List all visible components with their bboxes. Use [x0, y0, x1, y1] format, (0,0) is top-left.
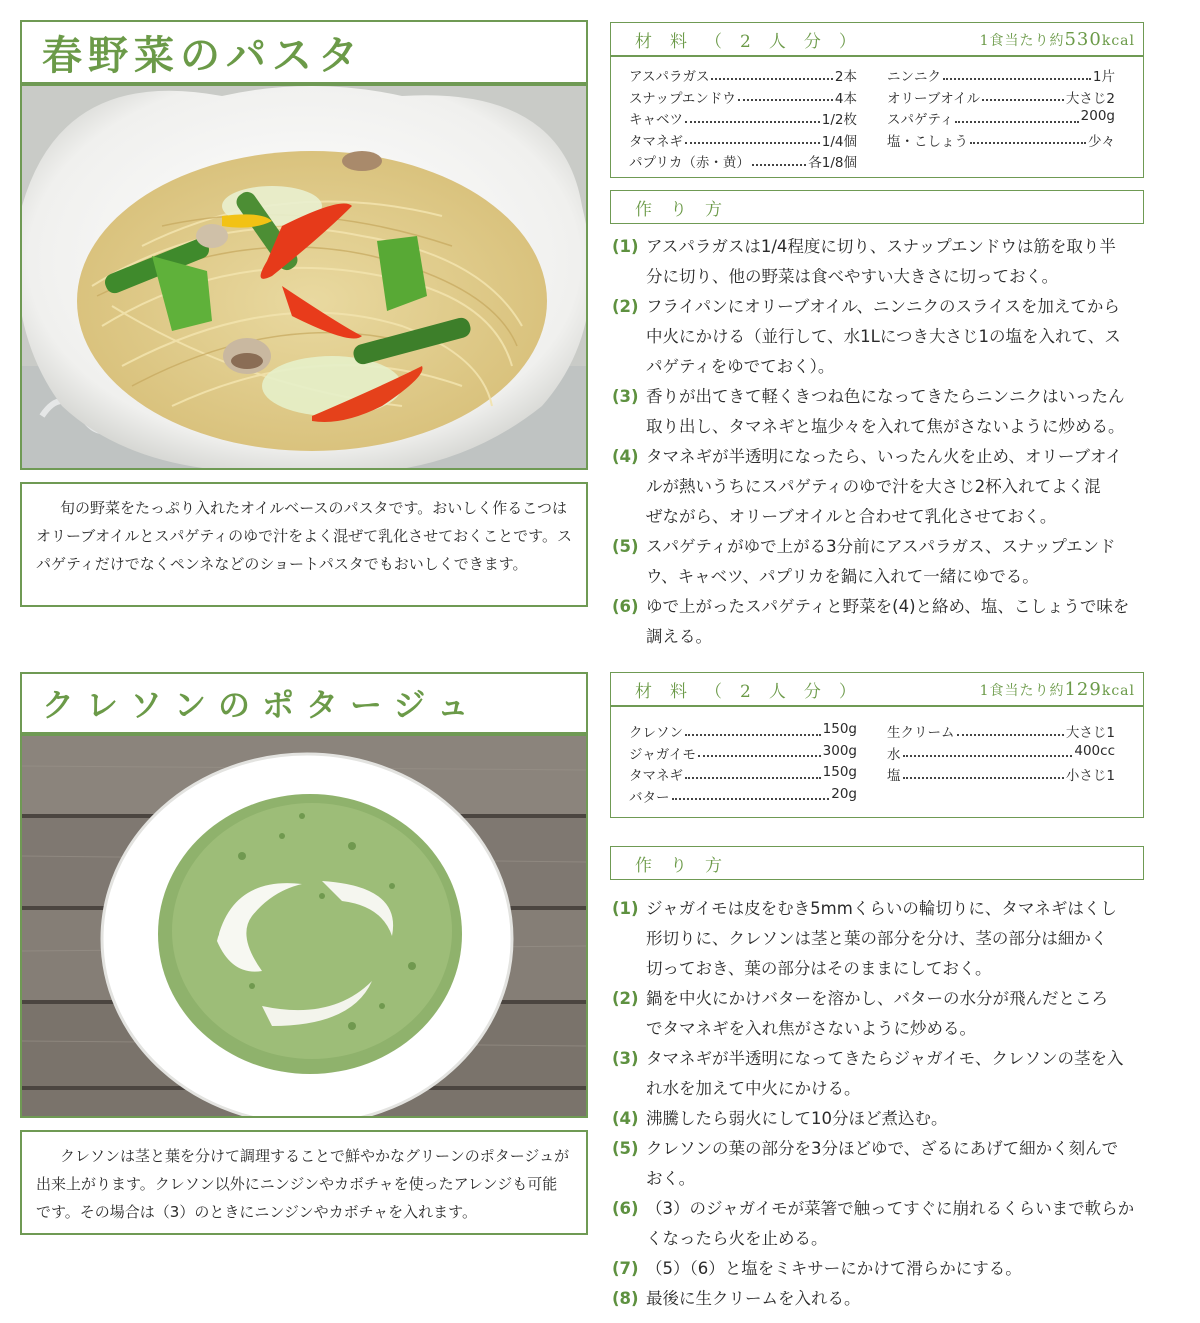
- recipe1-ingredients-header: [610, 22, 1144, 56]
- recipe2-ingredients-label: 材料（2人分）: [635, 681, 874, 702]
- ingredient-row: 塩 小さじ1: [887, 764, 1115, 786]
- ingredient-row: スパゲティ 200g: [887, 108, 1115, 128]
- recipe2-ingredients-left: [629, 721, 857, 807]
- recipe-step: (1) アスパラガスは1/4程度に切り、スナップエンドウは筋を取り半 分に切り、他の野菜は食べやすい大きさに切っておく。: [612, 237, 1116, 286]
- recipe2-description-box: [20, 1130, 588, 1235]
- recipe-step: (3) タマネギが半透明になってきたらジャガイモ、クレソンの茎を入 れ水を加えて中火にかける。: [612, 1049, 1124, 1098]
- pasta-dish-image: [22, 86, 588, 470]
- recipe1-steps: [612, 232, 1152, 652]
- recipe2-method-header: [610, 846, 1144, 880]
- recipe1-kcal: 1食当たり約530kcal: [979, 28, 1135, 50]
- ingredient-row: タマネギ 1/4個: [629, 130, 857, 152]
- recipe-step: (5) スパゲティがゆで上がる3分前にアスパラガス、スナップエンド ウ、キャベツ、パプリカを鍋に入れて一緒にゆでる。: [612, 537, 1116, 586]
- recipe-step: (6) （3）のジャガイモが菜箸で触ってすぐに崩れるくらいまで軟らか くなったら火を止める。: [612, 1199, 1135, 1248]
- recipe1-description: 旬の野菜をたっぷり入れたオイルベースのパスタです。おいしく作るこつはオリーブオイルとスパゲティのゆで汁をよく混ぜて乳化させておくことです。スパゲティだけでなくペンネなどのショートパスタでもおいしくできます。: [36, 499, 572, 573]
- recipe1-ingredients-label: 材料（2人分）: [635, 31, 874, 52]
- recipe-step: (2) 鍋を中火にかけバターを溶かし、バターの水分が飛んだところ でタマネギを入れ焦がさないように炒める。: [612, 989, 1108, 1038]
- recipe2-title-box: [20, 672, 588, 734]
- ingredient-row: キャベツ 1/2枚: [629, 108, 857, 130]
- ingredient-row: タマネギ 150g: [629, 764, 857, 784]
- ingredient-row: パプリカ（赤・黄） 各1/8個: [629, 151, 857, 173]
- recipe1-ingredients-right: [887, 65, 1115, 151]
- recipe1-title: 春野菜のパスタ: [42, 31, 364, 79]
- recipe1-method-header: [610, 190, 1144, 224]
- recipe-step: (6) ゆで上がったスパゲティと野菜を(4)と絡め、塩、こしょうで味を 調える。: [612, 597, 1130, 646]
- recipe-step: (8) 最後に生クリームを入れる。: [612, 1289, 861, 1308]
- recipe-step: (7) （5）（6）と塩をミキサーにかけて滑らかにする。: [612, 1259, 1022, 1278]
- recipe2-ingredients-header: [610, 672, 1144, 706]
- recipe-step: (4) タマネギが半透明になったら、いったん火を止め、オリーブオイ ルが熱いうちにスパゲティのゆで汁を大さじ2杯入れてよく混 ぜながら、オリーブオイルと合わせて乳化させておく。: [612, 447, 1123, 526]
- ingredient-row: スナップエンドウ 4本: [629, 87, 857, 109]
- recipe2-title: クレソンのポタージュ: [42, 686, 481, 724]
- recipe1-ingredients-left: [629, 65, 857, 173]
- recipe1-ingredients-box: [610, 56, 1144, 178]
- soup-bowl-image: [22, 736, 588, 1118]
- ingredient-row: ジャガイモ 300g: [629, 742, 857, 763]
- recipe2-kcal: 1食当たり約129kcal: [979, 678, 1135, 700]
- ingredient-row: バター 20g: [629, 785, 857, 806]
- recipe1-description-box: [20, 482, 588, 607]
- recipe2-method-label: 作り方: [635, 855, 740, 876]
- ingredient-row: クレソン 150g: [629, 721, 857, 741]
- ingredient-row: 水 400cc: [887, 742, 1115, 763]
- ingredient-row: アスパラガス 2本: [629, 65, 857, 87]
- ingredient-row: 塩・こしょう 少々: [887, 130, 1115, 152]
- recipe-step: (4) 沸騰したら弱火にして10分ほど煮込む。: [612, 1109, 948, 1128]
- recipe2-photo: [20, 734, 588, 1118]
- ingredient-row: ニンニク 1片: [887, 65, 1115, 87]
- recipe2-steps: [612, 894, 1152, 1314]
- recipe2-ingredients-right: [887, 721, 1115, 786]
- recipe-step: (3) 香りが出てきて軽くきつね色になってきたらニンニクはいったん 取り出し、タマネギと塩少々を入れて焦がさないように炒める。: [612, 387, 1125, 436]
- recipe-step: (2) フライパンにオリーブオイル、ニンニクのスライスを加えてから 中火にかける（並行して、水1Lにつき大さじ1の塩を入れて、ス パゲティをゆでておく）。: [612, 297, 1121, 376]
- recipe-step: (5) クレソンの葉の部分を3分ほどゆで、ざるにあげて細かく刻んで おく。: [612, 1139, 1119, 1188]
- recipe1-photo: [20, 84, 588, 470]
- ingredient-row: 生クリーム 大さじ1: [887, 721, 1115, 743]
- recipe1-title-box: [20, 20, 588, 84]
- recipe2-ingredients-box: [610, 706, 1144, 818]
- ingredient-row: オリーブオイル 大さじ2: [887, 87, 1115, 109]
- recipe1-method-label: 作り方: [635, 199, 740, 220]
- recipe-step: (1) ジャガイモは皮をむき5mmくらいの輪切りに、タマネギはくし 形切りに、クレソンは茎と葉の部分を分け、茎の部分は細かく 切っておき、葉の部分はそのままにしておく。: [612, 899, 1117, 978]
- recipe2-description: クレソンは茎と葉を分けて調理することで鮮やかなグリーンのポタージュが出来上がります。クレソン以外にニンジンやカボチャを使ったアレンジも可能です。その場合は（3）のときにニンジンやカボチャを入れます。: [36, 1147, 570, 1221]
